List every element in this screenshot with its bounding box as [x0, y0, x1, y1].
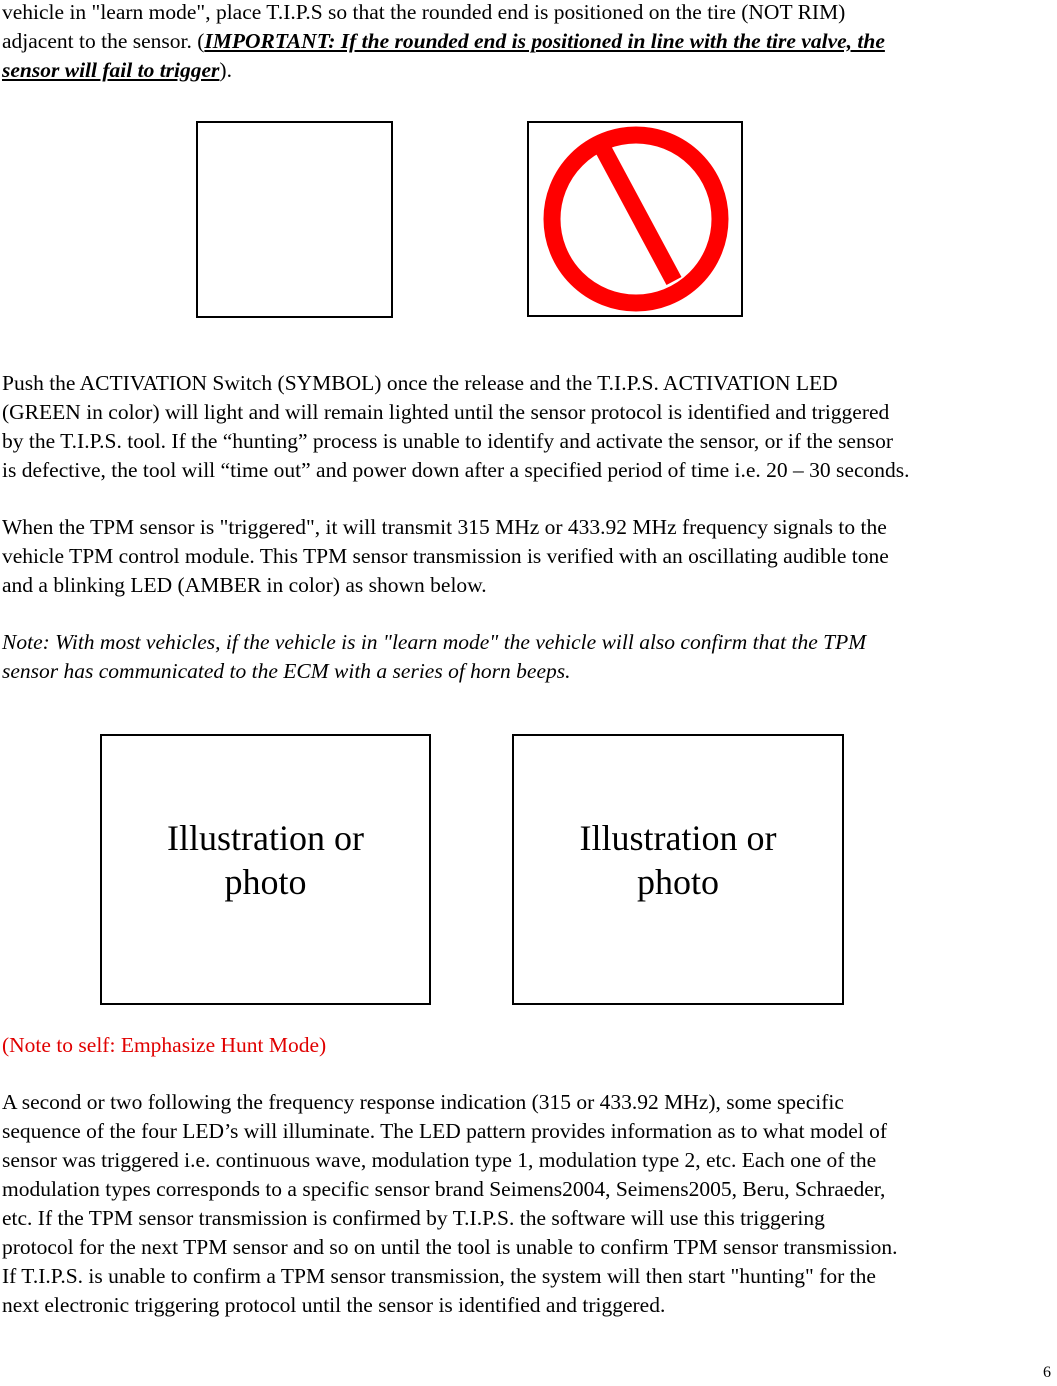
prohibition-sign-icon	[529, 123, 741, 315]
final-paragraph	[2, 1088, 1054, 1320]
triggered-line-1: When the TPM sensor is "triggered", it will transmit 315 MHz or 433.92 MHz frequency signals to the	[2, 515, 887, 539]
note-line-1: Note: With most vehicles, if the vehicle is in "learn mode" the vehicle will also confirm that the TPM	[2, 630, 867, 654]
triggered-line-3: and a blinking LED (AMBER in color) as shown below.	[2, 573, 487, 597]
note-line-2: sensor has communicated to the ECM with a series of horn beeps.	[2, 659, 571, 683]
activation-line-3: by the T.I.P.S. tool. If the “hunting” process is unable to identify and activate the sensor, or if the sensor	[2, 429, 893, 453]
activation-line-4: is defective, the tool will “time out” and power down after a specified period of time i.e. 20 – 30 seconds.	[2, 458, 910, 482]
illustration-label-left: Illustration or photo	[167, 818, 364, 902]
final-line-4: modulation types corresponds to a specific sensor brand Seimens2004, Seimens2005, Beru, Schraeder,	[2, 1177, 886, 1201]
final-line-6: protocol for the next TPM sensor and so on until the tool is unable to confirm TPM sensor transmission.	[2, 1235, 898, 1259]
final-line-7: If T.I.P.S. is unable to confirm a TPM sensor transmission, the system will then start "hunting" for the	[2, 1264, 876, 1288]
intro-line-2-start: adjacent to the sensor. (	[2, 29, 205, 53]
final-line-5: etc. If the TPM sensor transmission is confirmed by T.I.P.S. the software will use this triggering	[2, 1206, 825, 1230]
figure-placeholder-correct	[196, 121, 393, 318]
final-line-1: A second or two following the frequency response indication (315 or 433.92 MHz), some specific	[2, 1090, 844, 1114]
triggered-paragraph	[2, 513, 1054, 600]
page-number: 6	[1043, 1364, 1051, 1381]
triggered-line-2: vehicle TPM control module. This TPM sensor transmission is verified with an oscillating audible tone	[2, 544, 889, 568]
intro-line-2	[2, 27, 1054, 56]
final-line-3: sensor was triggered i.e. continuous wave, modulation type 1, modulation type 2, etc. Each one of the	[2, 1148, 877, 1172]
figure-prohibited-position	[527, 121, 743, 317]
activation-line-2: (GREEN in color) will light and will remain lighted until the sensor protocol is identified and triggered	[2, 400, 890, 424]
activation-line-1: Push the ACTIVATION Switch (SYMBOL) once the release and the T.I.P.S. ACTIVATION LED	[2, 371, 838, 395]
important-warning-end: sensor will fail to trigger	[2, 58, 220, 82]
intro-line-3	[2, 56, 1054, 85]
intro-line-3-end: ).	[219, 58, 232, 82]
note-paragraph	[2, 628, 1054, 686]
note-to-self: (Note to self: Emphasize Hunt Mode)	[2, 1033, 327, 1057]
activation-paragraph	[2, 369, 1054, 485]
intro-line-1: vehicle in "learn mode", place T.I.P.S so that the rounded end is positioned on the tire (NOT RIM)	[2, 0, 846, 24]
final-line-8: next electronic triggering protocol until the sensor is identified and triggered.	[2, 1293, 666, 1317]
final-line-2: sequence of the four LED’s will illuminate. The LED pattern provides information as to what model of	[2, 1119, 888, 1143]
illustration-placeholder-left	[100, 734, 431, 1005]
illustration-label-right: Illustration or photo	[579, 818, 777, 902]
important-warning: IMPORTANT: If the rounded end is positioned in line with the tire valve, the	[204, 29, 885, 53]
intro-paragraph	[2, 0, 1054, 85]
illustration-placeholder-right	[512, 734, 844, 1005]
